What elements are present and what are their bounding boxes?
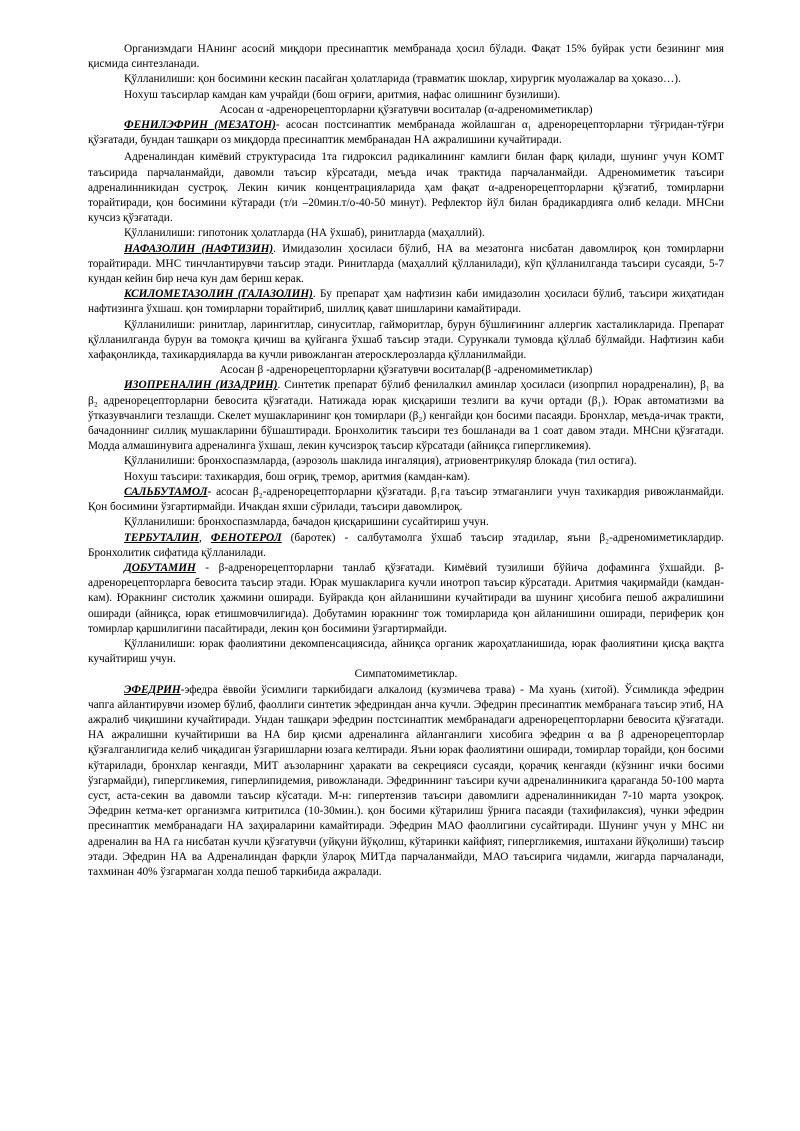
text-run: (баротек) - салбутамолга ўхшаб таъсир этадилар, яъни β₂-адреномиметиклардир. Бронхолитик сифатида қўлланилади. [88,531,724,559]
text-run: . Синтетик препарат бўлиб фенилалкил аминлар ҳосиласи (изопрпил норадреналин), β₁ ва β₂ адренорецепторларни бевосита қўзғатади. Натижада юрак қисқариши тезлиги ва кучи ортади (β₁). Юрак автоматизми ва ўтказувчанлиги тезлашди. Скелет мушакларининг қон томирлари (β₂) кенгайди қон босими пасаяди. Бронхлар, меъда-ичак тракти, бачадоннинг силлиқ мушакларини бўшаштиради. Бронхолитик таъсири тез бошланади ва 1 соат давом этади. МНСни қўзғатади. Модда алмашинувига адреналинга ўхшаш, лекин кучсизроқ таъсир кўрсатади (айниқса гипергликемия). [88,379,724,453]
paragraph [88,470,724,485]
section-heading [88,363,724,378]
drug-name: НАФАЗОЛИН (НАФТИЗИН) [124,242,274,255]
drug-name: ЭФЕДРИН [124,683,181,696]
paragraph [88,378,724,454]
drug-name: ТЕРБУТАЛИН [124,531,199,544]
paragraph [88,515,724,530]
text-run: . Имидазолин ҳосиласи бўлиб, НА ва мезатонга нисбатан давомлироқ қон томирларни торайтиради. МНС тинчлантирувчи таъсир этади. Ринитларда (маҳаллий қўлланилади), кўп қўлланилганда таъсири сусаяди, 5-7 кундан кейин бир неча кун дам бериш керак. [88,242,724,286]
drug-name: ФЕНИЛЭФРИН (МЕЗАТОН) [124,119,276,132]
drug-name: САЛЬБУТАМОЛ [124,485,208,498]
document-page [88,42,724,880]
text-run: Қўлланилиши: ринитлар, ларингитлар, синуситлар, гайморитлар, бурун бўшлиғининг аллергик хасталикларида. Препарат қўлланилганда бурун ва томоқга қичиш ва қуйганга ўхшаб таъсир этади. Сурункали тумовда қўллаб бўлмайди. Нафтизин каби хафақонликда, тахикардияларда ва кучли ривожланган атеросклерозларда қўлланилмайди. [88,318,724,362]
paragraph [88,42,724,72]
drug-name: КСИЛОМЕТАЗОЛИН (ГАЛАЗОЛИН) [124,288,313,301]
text-run: - асосан β₂-адренорецепторларни қўзғатади. β₁га таъсир этмаганлиги учун тахикардия ривожланмайди. Қон босимини ўзгартирмайди. Ичакдан яхши сўрилади, таъсири давомлироқ. [88,485,724,514]
text-run: Қўлланилиши: гипотоник ҳолатларда (НА ўхшаб), ринитларда (маҳаллий). [124,227,485,240]
paragraph [88,242,724,288]
paragraph [88,454,724,469]
drug-name: ИЗОПРЕНАЛИН (ИЗАДРИН) [124,379,278,392]
paragraph [88,683,724,881]
section-heading [88,667,724,682]
text-run: Қўлланилиши: қон босимини кескин пасайган ҳолатларида (травматик шоклар, хирургик муолажалар ва ҳоказо…). [124,73,681,86]
text-run: Асосан β -адренорецепторларни қўзғатувчи воситалар(β -адреномиметиклар) [219,364,593,377]
paragraph [88,118,724,148]
text-run: , [198,531,211,544]
text-run: Симпатомиметиклар. [354,668,458,681]
paragraph [88,531,724,561]
paragraph [88,226,724,241]
drug-name: ФЕНОТЕРОЛ [210,531,282,544]
text-run: - β-адренорецепторларни танлаб қўзғатади. Кимёвий тузилиши бўйича дофаминга ўхшайди. β-адренорецепторларга бевосита таъсир этади. Юрак мушакларига кучли инотроп таъсир кўрсатади. Аритмия чақирмайди (камдан-кам). Юракнинг систолик ҳажмини оширади. Буйракда қон айланишини кучайтиради ва шунинг ҳисобига пешоб ажралишини оширади (айниқса, юрак етишмовчилигида). Добутамин юракнинг тож томирларида қон айланишини оширади, периферик қон томирлар қаршилигини пасайтиради, лекин қон босимини ўзгартирмайди. [88,561,724,635]
paragraph [88,150,724,226]
paragraph [88,318,724,364]
text-run: - асосан постсинаптик мембранада жойлашган α₁ адренорецепторларни тўғридан-тўғри қўзғатади, бундан ташқари оз миқдорда пресинаптик мембранадан НА ажралишини кучайтиради. [88,119,724,147]
paragraph [88,88,724,103]
text-run: Қўлланилиши: бронхоспазмларда, (аэрозоль шаклида ингаляция), атриовентрикуляр блокада (тил остига). [124,455,637,468]
paragraph [88,561,724,637]
text-run: Асосан α -адренорецепторларни қўзғатувчи воситалар (α-адреномиметиклар) [219,103,593,116]
paragraph [88,637,724,667]
text-run: Ноxуш таъсирлар камдан кам учрайди (бош оғриғи, аритмия, нафас олишнинг бузилиши). [124,88,561,101]
text-run: Адреналиндан кимёвий структурасида 1та гидроксил радикалининг камлиги билан фарқ қилади, шунинг учун КОМТ таъсирида парчаланмайди, давомли таъсир кўрсатади, меъда ичак трактида парчаланмайди. Адреномиметик таъсири адреналинникидан сустроқ. Лекин кичик концентрацияларида ҳам фақат α-адренорецепторларни қўзғатиб, томирларни торайтиради, қон босимини кўтаради (т/и –20мин.т/о-40-50 минут). Рефлектор йўл билан брадикардияга олиб келади. МНСни кучсиз қўзғатади. [88,151,724,225]
section-heading [88,103,724,118]
text-run: Қўлланилиши: бронхоспазмларда, бачадон қисқаришини сусайтириш учун. [124,516,489,529]
paragraph [88,287,724,317]
text-run: Организмдаги НАнинг асосий миқдори пресинаптик мембранада ҳосил бўлади. Фақат 15% буйрак усти безининг мия қисмида синтезланади. [88,43,724,71]
text-run: -эфедра ёввойи ўсимлиги таркибидаги алкалоид (кузмичева трава) - Ма хуань (хитой). Ўсимликда эфедрин чапга айлантирувчи изомер бўлиб, фаоллиги синтетик эфедриндан анча кучли. Эфедрин пресинаптик мембранага таъсир этиб, НА ажралиб чиқишини кучайтиради. Ундан ташқари эфедрин постсинаптик мембранадаги адренорецепторларни бевосита қўзғатади. НА ажралишни кучайтириши ва НА бир қисми адреналинга айланганлиги хисобига эфедрин α ва β адренорецепторлар қўзғалганлигида келиб чиқадиган ўзгаришларни юзага келтиради. Яъни юрак фаолиятини оширади, томирлар торайди, қон босими кўтарилади, бронхлар кенгаяди, МИТ аъзоларнинг ҳаракати ва секрецияси сусаяди, қорачиқ кенгаяди (кўзнинг ички босими ўзгармайди), гипергликемия, гиперлипидемия, ривожланади. Эфедриннинг таъсири кучи адреналинникига қараганда 50-100 марта суст, аста-секин ва давомли таъсир кўсатади. М-н: гипертензив таъсири давомлиги адреналинникидан 7-10 марта узоқроқ. Эфедрин кетма-кет организмга китритилса (10-30мин.). қон босими кўтарилиш ўрнига пасаяди (тахифилаксия), чунки эфедрин пресинаптик мембранадаги НА заҳираларини камайтиради. Эфедрин МАО фаоллигини сусайтиради. Шунинг учун у МНС ни адреналин ва НА га нисбатан кучли қўзғатувчи (уйқуни йўқолиш, кўтаринки кайфият, гипергликемия, иштаxани йўқолиши) таъсир этади. Эфедрин НА ва Адреналиндан фарқли ўлароқ МИТда парчаланмайди, МАО таъсирига чидамли, жигарда парчаланади, таxминан 40% ўзгармаган холда пешоб таркибида ажралади. [88,683,724,878]
paragraph [88,485,724,515]
text-run: Қўлланилиши: юрак фаолиятини декомпенсациясида, айниқса органик жароҳатланишида, юрак фаолиятини қисқа вақтга кучайтириш учун. [88,637,724,666]
drug-name: ДОБУТАМИН [124,561,196,574]
paragraph [88,72,724,87]
text-run: . Бу препарат ҳам нафтизин каби имидазолин ҳосиласи бўлиб, таъсири жиҳатидан нафтизинга ўхшаш. қон томирларни торайтириб, шиллиқ қават шишларини камайтиради. [88,288,724,316]
text-run: Ноxуш таъсири: тахикардия, бош оғриқ, тремор, аритмия (камдан-кам). [124,470,471,483]
